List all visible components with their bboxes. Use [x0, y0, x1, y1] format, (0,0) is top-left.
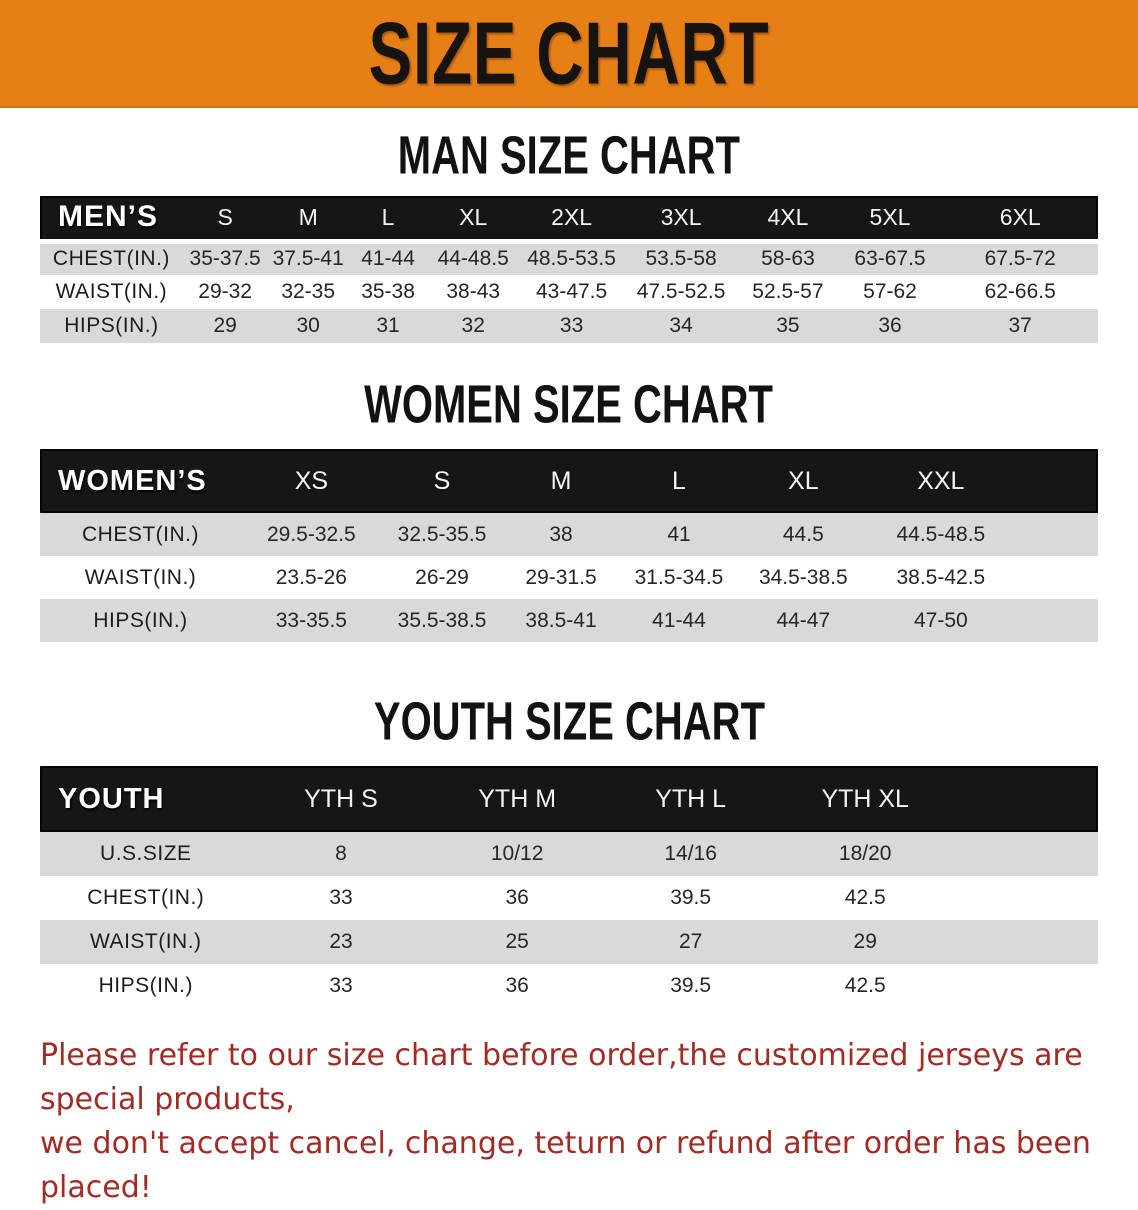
size-value: 10/12 — [490, 842, 544, 865]
column-header: 4XL — [767, 203, 809, 230]
size-value: 58-63 — [761, 247, 815, 271]
size-value: 41 — [667, 522, 691, 546]
size-value: 33 — [329, 886, 353, 909]
size-value: 38 — [549, 522, 573, 546]
table-header-row — [40, 196, 1098, 241]
size-value: 53.5-58 — [645, 247, 717, 271]
size-value: 44-48.5 — [437, 247, 509, 271]
size-value: 36 — [878, 314, 902, 337]
size-value: 39.5 — [670, 886, 712, 909]
size-value: 47-50 — [913, 608, 968, 632]
row-label: HIPS(IN.) — [64, 314, 159, 337]
size-value: 38.5-42.5 — [896, 565, 986, 589]
size-value: 29 — [853, 930, 877, 953]
size-value: 34 — [669, 314, 693, 337]
column-header: XL — [788, 466, 819, 495]
row-label: U.S.SIZE — [100, 842, 192, 865]
size-value: 26-29 — [415, 565, 469, 589]
size-value-spacer — [1013, 599, 1098, 642]
size-value: 39.5 — [670, 974, 712, 997]
size-value-spacer — [953, 920, 1098, 964]
table-row — [40, 513, 1098, 556]
column-header: S — [433, 466, 451, 495]
size-chart-sections — [0, 108, 1138, 1008]
banner-title: SIZE CHART — [368, 3, 770, 102]
table-header-row — [40, 449, 1098, 513]
size-value-spacer — [1013, 556, 1098, 599]
size-value: 38-43 — [446, 280, 501, 303]
size-section-youth — [0, 642, 1138, 1008]
size-value-spacer — [953, 832, 1098, 876]
size-value-spacer — [1013, 513, 1098, 556]
row-label: WAIST(IN.) — [90, 930, 202, 953]
size-value: 43-47.5 — [535, 280, 608, 303]
size-table — [40, 766, 1098, 1008]
size-value: 23 — [329, 930, 353, 953]
size-value: 33-35.5 — [275, 608, 347, 632]
size-table — [40, 449, 1098, 642]
table-header-label: YOUTH — [58, 782, 165, 815]
table-row — [40, 309, 1098, 343]
table-row — [40, 275, 1098, 309]
column-header: S — [217, 203, 233, 230]
size-value: 33 — [329, 974, 353, 997]
section-title-text: YOUTH SIZE CHART — [373, 690, 765, 752]
banner — [0, 0, 1138, 108]
section-title — [0, 642, 1138, 766]
table-row — [40, 964, 1098, 1008]
column-header: M — [298, 203, 318, 230]
size-value: 42.5 — [844, 974, 886, 997]
size-value: 44-47 — [776, 608, 831, 632]
size-value: 44.5 — [782, 522, 824, 546]
table-row — [40, 920, 1098, 964]
notice-line-2: we don't accept cancel, change, teturn or refund after order has been placed! — [40, 1126, 1091, 1205]
size-value: 57-62 — [863, 280, 917, 303]
row-label: HIPS(IN.) — [93, 608, 188, 632]
size-value: 36 — [505, 974, 529, 997]
size-value: 33 — [559, 314, 584, 337]
size-value: 32-35 — [281, 280, 336, 303]
size-value: 52.5-57 — [752, 280, 824, 303]
column-header: YTH XL — [821, 784, 909, 813]
column-header: 2XL — [551, 203, 593, 230]
column-header: L — [381, 203, 395, 230]
column-header: 6XL — [999, 203, 1041, 230]
size-section-mens — [0, 108, 1138, 343]
row-label: CHEST(IN.) — [87, 886, 205, 909]
row-label: CHEST(IN.) — [52, 247, 170, 271]
size-value: 62-66.5 — [984, 280, 1056, 303]
notice-line-1: Please refer to our size chart before order,the customized jerseys are special products, — [40, 1038, 1083, 1117]
column-header-spacer — [953, 766, 1098, 832]
size-value: 23.5-26 — [275, 565, 347, 589]
column-header: XXL — [917, 466, 965, 495]
row-label: CHEST(IN.) — [82, 522, 199, 546]
size-value: 31.5-34.5 — [634, 565, 724, 589]
size-value: 31 — [376, 314, 400, 337]
size-value-spacer — [953, 964, 1098, 1008]
row-label: HIPS(IN.) — [98, 974, 193, 997]
size-value: 18/20 — [838, 842, 892, 865]
size-value: 36 — [505, 886, 529, 909]
size-value: 29 — [213, 314, 237, 337]
size-value: 14/16 — [664, 842, 717, 865]
table-row — [40, 599, 1098, 642]
size-value: 35-38 — [361, 280, 415, 303]
section-title-text: MAN SIZE CHART — [397, 124, 741, 186]
section-title — [0, 343, 1138, 449]
size-value: 32 — [461, 314, 485, 337]
size-value-spacer — [953, 876, 1098, 920]
order-notice — [40, 1034, 1098, 1210]
size-value: 27 — [678, 930, 703, 953]
size-value: 44.5-48.5 — [896, 522, 986, 546]
size-section-womens — [0, 343, 1138, 642]
column-header: XS — [294, 466, 329, 495]
size-value: 25 — [505, 930, 529, 953]
column-header: YTH S — [304, 784, 378, 813]
table-header-label: WOMEN’S — [58, 464, 207, 497]
size-value: 29.5-32.5 — [266, 522, 356, 546]
size-value: 8 — [335, 842, 347, 865]
size-value: 41-44 — [361, 247, 415, 271]
size-value: 67.5-72 — [984, 247, 1056, 271]
section-title-text: WOMEN SIZE CHART — [364, 373, 774, 435]
column-header: YTH M — [478, 784, 557, 813]
size-value: 42.5 — [844, 886, 886, 909]
section-title — [0, 108, 1138, 196]
size-table — [40, 196, 1098, 343]
size-value: 63-67.5 — [854, 247, 926, 271]
table-header-row — [40, 766, 1098, 832]
table-row — [40, 876, 1098, 920]
table-row — [40, 832, 1098, 876]
size-value: 35 — [776, 314, 800, 337]
column-header: XL — [459, 203, 488, 230]
table-row — [40, 556, 1098, 599]
row-label: WAIST(IN.) — [84, 565, 197, 589]
size-value: 34.5-38.5 — [758, 565, 848, 589]
size-value: 37 — [1008, 314, 1032, 337]
size-value: 47.5-52.5 — [636, 280, 726, 303]
size-value: 48.5-53.5 — [527, 247, 616, 271]
column-header: M — [550, 466, 572, 495]
size-value: 35-37.5 — [189, 247, 261, 271]
size-value: 37.5-41 — [272, 247, 344, 271]
column-header: 3XL — [660, 203, 702, 230]
size-value: 29-32 — [198, 280, 252, 303]
size-value: 35.5-38.5 — [397, 608, 487, 632]
table-header-label: MEN’S — [58, 200, 159, 234]
size-value: 38.5-41 — [525, 608, 597, 632]
column-header: 5XL — [869, 203, 911, 230]
size-value: 41-44 — [652, 608, 706, 632]
size-value: 32.5-35.5 — [397, 522, 487, 546]
row-label: WAIST(IN.) — [55, 280, 168, 303]
table-row — [40, 241, 1098, 275]
size-value: 30 — [296, 314, 320, 337]
column-header: YTH L — [655, 784, 727, 813]
size-value: 29-31.5 — [525, 565, 597, 589]
column-header: L — [672, 466, 686, 495]
column-header-spacer — [1013, 449, 1098, 513]
